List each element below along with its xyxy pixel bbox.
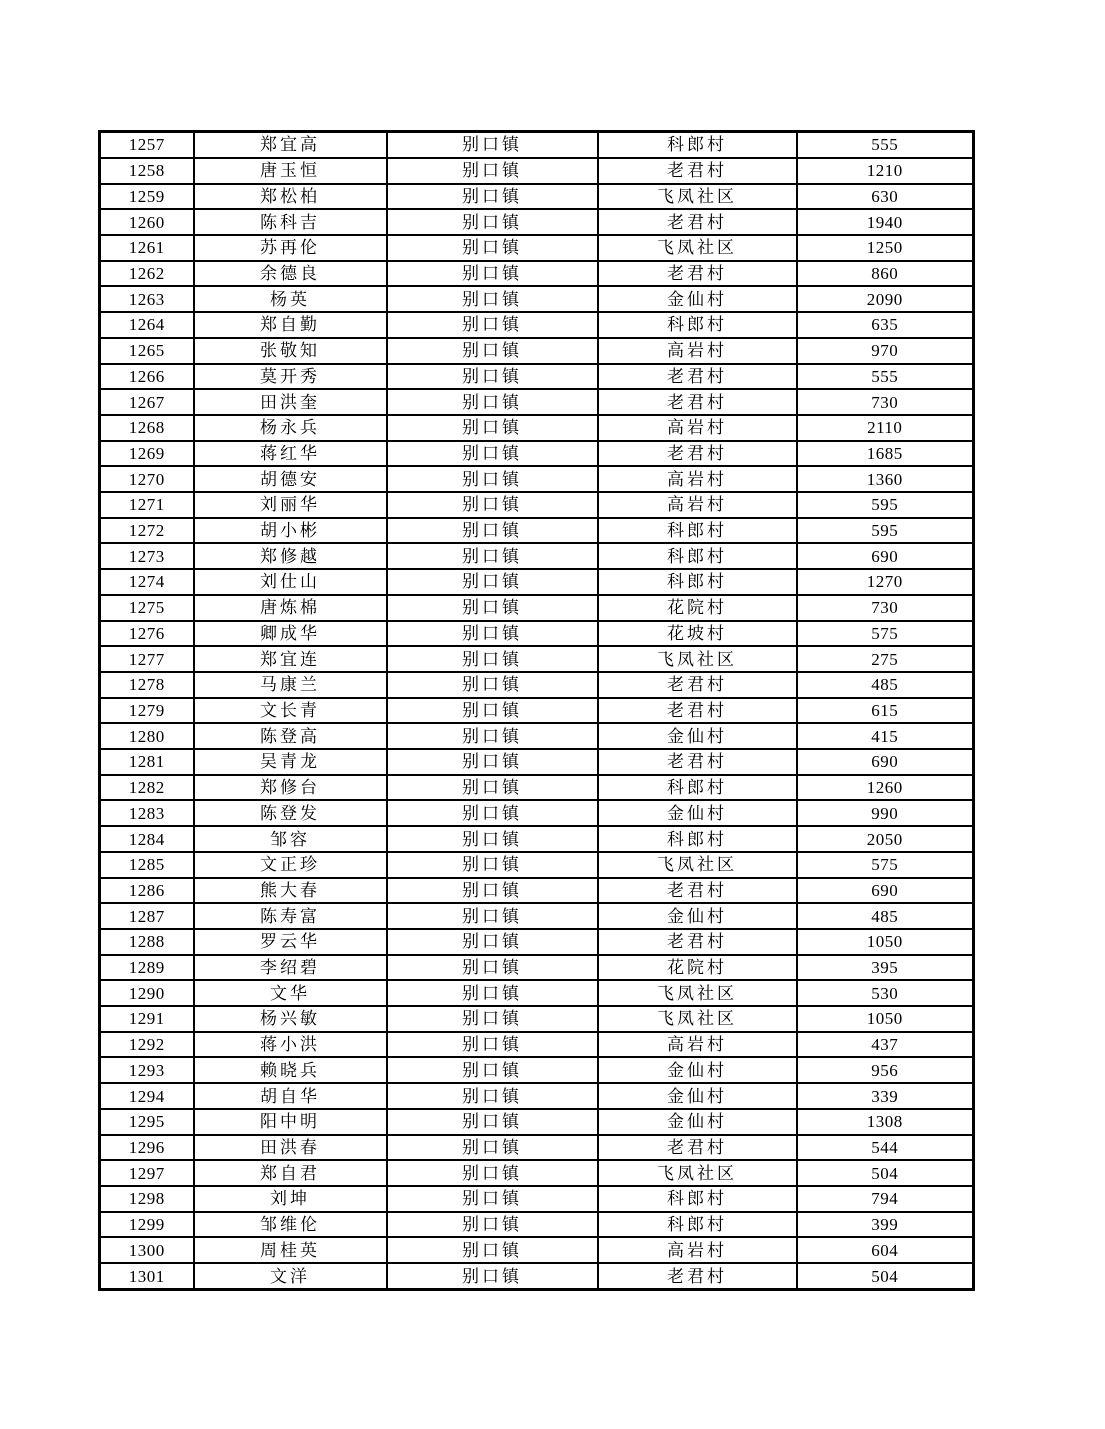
cell-village: 老君村 [598, 698, 797, 724]
cell-town: 别口镇 [387, 1006, 598, 1032]
cell-town: 别口镇 [387, 184, 598, 210]
cell-village: 老君村 [598, 1135, 797, 1161]
table-row [100, 775, 974, 801]
cell-serial-number: 1299 [100, 1212, 194, 1238]
cell-person-name: 陈科吉 [194, 209, 387, 235]
cell-serial-number: 1281 [100, 749, 194, 775]
table-row [100, 698, 974, 724]
cell-serial-number: 1285 [100, 852, 194, 878]
cell-serial-number: 1297 [100, 1160, 194, 1186]
cell-village: 老君村 [598, 364, 797, 390]
cell-town: 别口镇 [387, 158, 598, 184]
cell-village: 飞凤社区 [598, 1006, 797, 1032]
table-row [100, 261, 974, 287]
table-row [100, 826, 974, 852]
table-row [100, 364, 974, 390]
table-row [100, 492, 974, 518]
cell-serial-number: 1259 [100, 184, 194, 210]
cell-amount: 794 [797, 1186, 974, 1212]
cell-town: 别口镇 [387, 1160, 598, 1186]
cell-town: 别口镇 [387, 441, 598, 467]
cell-village: 科郎村 [598, 775, 797, 801]
cell-amount: 595 [797, 492, 974, 518]
roster-table [98, 130, 975, 1291]
cell-serial-number: 1265 [100, 338, 194, 364]
cell-village: 科郎村 [598, 1212, 797, 1238]
cell-person-name: 刘坤 [194, 1186, 387, 1212]
cell-person-name: 郑宜高 [194, 132, 387, 158]
cell-person-name: 刘丽华 [194, 492, 387, 518]
cell-person-name: 周桂英 [194, 1237, 387, 1263]
cell-amount: 555 [797, 364, 974, 390]
cell-village: 金仙村 [598, 286, 797, 312]
cell-serial-number: 1277 [100, 646, 194, 672]
cell-town: 别口镇 [387, 749, 598, 775]
cell-serial-number: 1270 [100, 466, 194, 492]
cell-town: 别口镇 [387, 800, 598, 826]
cell-person-name: 郑宜连 [194, 646, 387, 672]
cell-town: 别口镇 [387, 1135, 598, 1161]
cell-amount: 575 [797, 621, 974, 647]
cell-person-name: 熊大春 [194, 878, 387, 904]
table-row [100, 723, 974, 749]
cell-village: 老君村 [598, 1263, 797, 1289]
cell-serial-number: 1263 [100, 286, 194, 312]
cell-person-name: 田洪春 [194, 1135, 387, 1161]
cell-town: 别口镇 [387, 518, 598, 544]
table-row [100, 286, 974, 312]
cell-amount: 275 [797, 646, 974, 672]
cell-village: 飞凤社区 [598, 184, 797, 210]
cell-person-name: 蒋红华 [194, 441, 387, 467]
cell-person-name: 陈登发 [194, 800, 387, 826]
cell-village: 高岩村 [598, 492, 797, 518]
table-row [100, 1237, 974, 1263]
cell-town: 别口镇 [387, 826, 598, 852]
cell-serial-number: 1294 [100, 1083, 194, 1109]
cell-village: 飞凤社区 [598, 1160, 797, 1186]
cell-village: 高岩村 [598, 415, 797, 441]
cell-person-name: 胡小彬 [194, 518, 387, 544]
cell-serial-number: 1291 [100, 1006, 194, 1032]
cell-serial-number: 1290 [100, 980, 194, 1006]
cell-village: 飞凤社区 [598, 235, 797, 261]
cell-village: 老君村 [598, 929, 797, 955]
cell-village: 科郎村 [598, 1186, 797, 1212]
table-row [100, 1263, 974, 1289]
cell-town: 别口镇 [387, 1109, 598, 1135]
table-row [100, 1109, 974, 1135]
cell-serial-number: 1276 [100, 621, 194, 647]
cell-village: 科郎村 [598, 826, 797, 852]
cell-person-name: 郑自勤 [194, 312, 387, 338]
cell-village: 科郎村 [598, 518, 797, 544]
cell-town: 别口镇 [387, 698, 598, 724]
cell-amount: 630 [797, 184, 974, 210]
cell-town: 别口镇 [387, 775, 598, 801]
cell-person-name: 文洋 [194, 1263, 387, 1289]
cell-village: 老君村 [598, 261, 797, 287]
cell-village: 花院村 [598, 595, 797, 621]
cell-person-name: 李绍碧 [194, 955, 387, 981]
cell-village: 花坡村 [598, 621, 797, 647]
cell-amount: 956 [797, 1057, 974, 1083]
cell-village: 科郎村 [598, 569, 797, 595]
cell-village: 老君村 [598, 878, 797, 904]
cell-village: 老君村 [598, 749, 797, 775]
cell-serial-number: 1268 [100, 415, 194, 441]
table-row [100, 1032, 974, 1058]
cell-town: 别口镇 [387, 466, 598, 492]
cell-amount: 860 [797, 261, 974, 287]
cell-town: 别口镇 [387, 338, 598, 364]
cell-town: 别口镇 [387, 312, 598, 338]
cell-town: 别口镇 [387, 569, 598, 595]
table-row [100, 132, 974, 158]
cell-serial-number: 1273 [100, 543, 194, 569]
cell-person-name: 胡德安 [194, 466, 387, 492]
cell-amount: 437 [797, 1032, 974, 1058]
cell-serial-number: 1292 [100, 1032, 194, 1058]
cell-village: 金仙村 [598, 723, 797, 749]
cell-serial-number: 1266 [100, 364, 194, 390]
cell-village: 科郎村 [598, 132, 797, 158]
cell-village: 金仙村 [598, 1057, 797, 1083]
cell-amount: 1308 [797, 1109, 974, 1135]
cell-amount: 604 [797, 1237, 974, 1263]
cell-amount: 615 [797, 698, 974, 724]
table-row [100, 1083, 974, 1109]
cell-person-name: 胡自华 [194, 1083, 387, 1109]
table-row [100, 338, 974, 364]
cell-serial-number: 1258 [100, 158, 194, 184]
cell-person-name: 莫开秀 [194, 364, 387, 390]
cell-serial-number: 1257 [100, 132, 194, 158]
cell-town: 别口镇 [387, 903, 598, 929]
cell-town: 别口镇 [387, 621, 598, 647]
cell-village: 金仙村 [598, 1083, 797, 1109]
cell-village: 老君村 [598, 389, 797, 415]
cell-village: 金仙村 [598, 800, 797, 826]
table-row [100, 184, 974, 210]
cell-amount: 2110 [797, 415, 974, 441]
cell-amount: 1250 [797, 235, 974, 261]
cell-town: 别口镇 [387, 955, 598, 981]
cell-amount: 395 [797, 955, 974, 981]
cell-amount: 485 [797, 672, 974, 698]
cell-amount: 595 [797, 518, 974, 544]
table-row [100, 1186, 974, 1212]
cell-person-name: 罗云华 [194, 929, 387, 955]
cell-amount: 485 [797, 903, 974, 929]
table-row [100, 158, 974, 184]
cell-serial-number: 1262 [100, 261, 194, 287]
cell-town: 别口镇 [387, 646, 598, 672]
cell-town: 别口镇 [387, 1083, 598, 1109]
cell-village: 高岩村 [598, 1237, 797, 1263]
cell-serial-number: 1260 [100, 209, 194, 235]
cell-town: 别口镇 [387, 235, 598, 261]
cell-amount: 730 [797, 389, 974, 415]
cell-amount: 990 [797, 800, 974, 826]
cell-serial-number: 1293 [100, 1057, 194, 1083]
roster-table-body [100, 132, 974, 1290]
cell-town: 别口镇 [387, 595, 598, 621]
cell-amount: 2050 [797, 826, 974, 852]
cell-person-name: 杨永兵 [194, 415, 387, 441]
table-row [100, 569, 974, 595]
table-row [100, 389, 974, 415]
cell-amount: 1940 [797, 209, 974, 235]
cell-amount: 1685 [797, 441, 974, 467]
cell-village: 高岩村 [598, 338, 797, 364]
cell-amount: 2090 [797, 286, 974, 312]
cell-amount: 530 [797, 980, 974, 1006]
cell-town: 别口镇 [387, 1032, 598, 1058]
table-row [100, 749, 974, 775]
cell-town: 别口镇 [387, 209, 598, 235]
cell-serial-number: 1284 [100, 826, 194, 852]
cell-amount: 635 [797, 312, 974, 338]
cell-amount: 504 [797, 1160, 974, 1186]
table-row [100, 1006, 974, 1032]
cell-town: 别口镇 [387, 389, 598, 415]
cell-serial-number: 1282 [100, 775, 194, 801]
cell-town: 别口镇 [387, 878, 598, 904]
cell-person-name: 杨兴敏 [194, 1006, 387, 1032]
cell-serial-number: 1295 [100, 1109, 194, 1135]
cell-town: 别口镇 [387, 672, 598, 698]
cell-person-name: 邹容 [194, 826, 387, 852]
table-row [100, 209, 974, 235]
table-row [100, 235, 974, 261]
cell-person-name: 陈登高 [194, 723, 387, 749]
cell-village: 高岩村 [598, 466, 797, 492]
cell-amount: 690 [797, 878, 974, 904]
cell-town: 别口镇 [387, 132, 598, 158]
cell-village: 飞凤社区 [598, 852, 797, 878]
cell-serial-number: 1286 [100, 878, 194, 904]
cell-person-name: 刘仕山 [194, 569, 387, 595]
cell-amount: 1050 [797, 929, 974, 955]
cell-person-name: 文长青 [194, 698, 387, 724]
cell-amount: 575 [797, 852, 974, 878]
table-row [100, 543, 974, 569]
cell-person-name: 陈寿富 [194, 903, 387, 929]
cell-amount: 544 [797, 1135, 974, 1161]
cell-village: 老君村 [598, 672, 797, 698]
cell-serial-number: 1301 [100, 1263, 194, 1289]
cell-town: 别口镇 [387, 1212, 598, 1238]
cell-serial-number: 1275 [100, 595, 194, 621]
cell-serial-number: 1300 [100, 1237, 194, 1263]
cell-person-name: 苏再伦 [194, 235, 387, 261]
cell-town: 别口镇 [387, 723, 598, 749]
cell-amount: 730 [797, 595, 974, 621]
cell-town: 别口镇 [387, 492, 598, 518]
cell-person-name: 唐炼棉 [194, 595, 387, 621]
cell-amount: 970 [797, 338, 974, 364]
cell-person-name: 赖晓兵 [194, 1057, 387, 1083]
cell-town: 别口镇 [387, 929, 598, 955]
cell-town: 别口镇 [387, 261, 598, 287]
cell-person-name: 郑自君 [194, 1160, 387, 1186]
cell-amount: 504 [797, 1263, 974, 1289]
cell-person-name: 卿成华 [194, 621, 387, 647]
table-row [100, 595, 974, 621]
cell-amount: 1260 [797, 775, 974, 801]
cell-serial-number: 1279 [100, 698, 194, 724]
table-row [100, 621, 974, 647]
table-row [100, 415, 974, 441]
cell-amount: 339 [797, 1083, 974, 1109]
table-row [100, 929, 974, 955]
cell-village: 金仙村 [598, 1109, 797, 1135]
cell-town: 别口镇 [387, 1263, 598, 1289]
cell-serial-number: 1280 [100, 723, 194, 749]
cell-town: 别口镇 [387, 364, 598, 390]
cell-person-name: 文正珍 [194, 852, 387, 878]
cell-serial-number: 1267 [100, 389, 194, 415]
cell-village: 科郎村 [598, 312, 797, 338]
table-row [100, 672, 974, 698]
cell-serial-number: 1288 [100, 929, 194, 955]
cell-serial-number: 1283 [100, 800, 194, 826]
cell-person-name: 郑修越 [194, 543, 387, 569]
table-row [100, 980, 974, 1006]
cell-serial-number: 1261 [100, 235, 194, 261]
cell-village: 科郎村 [598, 543, 797, 569]
cell-village: 老君村 [598, 209, 797, 235]
table-row [100, 1057, 974, 1083]
cell-town: 别口镇 [387, 286, 598, 312]
cell-serial-number: 1298 [100, 1186, 194, 1212]
cell-person-name: 张敬知 [194, 338, 387, 364]
table-row [100, 955, 974, 981]
table-row [100, 312, 974, 338]
cell-amount: 690 [797, 543, 974, 569]
table-row [100, 878, 974, 904]
cell-amount: 555 [797, 132, 974, 158]
cell-town: 别口镇 [387, 852, 598, 878]
cell-amount: 1210 [797, 158, 974, 184]
cell-serial-number: 1264 [100, 312, 194, 338]
cell-village: 高岩村 [598, 1032, 797, 1058]
table-row [100, 466, 974, 492]
table-row [100, 1160, 974, 1186]
cell-village: 老君村 [598, 441, 797, 467]
cell-serial-number: 1272 [100, 518, 194, 544]
cell-person-name: 余德良 [194, 261, 387, 287]
cell-amount: 1360 [797, 466, 974, 492]
cell-village: 金仙村 [598, 903, 797, 929]
cell-amount: 1050 [797, 1006, 974, 1032]
cell-town: 别口镇 [387, 1057, 598, 1083]
cell-person-name: 郑松柏 [194, 184, 387, 210]
cell-person-name: 郑修台 [194, 775, 387, 801]
cell-serial-number: 1269 [100, 441, 194, 467]
cell-village: 飞凤社区 [598, 980, 797, 1006]
cell-town: 别口镇 [387, 980, 598, 1006]
cell-person-name: 吴青龙 [194, 749, 387, 775]
cell-town: 别口镇 [387, 1186, 598, 1212]
cell-town: 别口镇 [387, 1237, 598, 1263]
cell-serial-number: 1278 [100, 672, 194, 698]
cell-serial-number: 1296 [100, 1135, 194, 1161]
cell-serial-number: 1271 [100, 492, 194, 518]
cell-person-name: 文华 [194, 980, 387, 1006]
cell-person-name: 马康兰 [194, 672, 387, 698]
table-row [100, 1135, 974, 1161]
cell-person-name: 杨英 [194, 286, 387, 312]
cell-serial-number: 1287 [100, 903, 194, 929]
cell-person-name: 田洪奎 [194, 389, 387, 415]
cell-town: 别口镇 [387, 543, 598, 569]
cell-village: 老君村 [598, 158, 797, 184]
cell-person-name: 唐玉恒 [194, 158, 387, 184]
cell-amount: 1270 [797, 569, 974, 595]
cell-serial-number: 1274 [100, 569, 194, 595]
cell-person-name: 蒋小洪 [194, 1032, 387, 1058]
table-row [100, 1212, 974, 1238]
cell-village: 花院村 [598, 955, 797, 981]
cell-person-name: 邹维伦 [194, 1212, 387, 1238]
table-row [100, 441, 974, 467]
table-row [100, 646, 974, 672]
cell-person-name: 阳中明 [194, 1109, 387, 1135]
table-row [100, 800, 974, 826]
table-row [100, 518, 974, 544]
table-row [100, 903, 974, 929]
cell-village: 飞凤社区 [598, 646, 797, 672]
cell-amount: 399 [797, 1212, 974, 1238]
cell-town: 别口镇 [387, 415, 598, 441]
table-row [100, 852, 974, 878]
cell-amount: 690 [797, 749, 974, 775]
cell-serial-number: 1289 [100, 955, 194, 981]
cell-amount: 415 [797, 723, 974, 749]
